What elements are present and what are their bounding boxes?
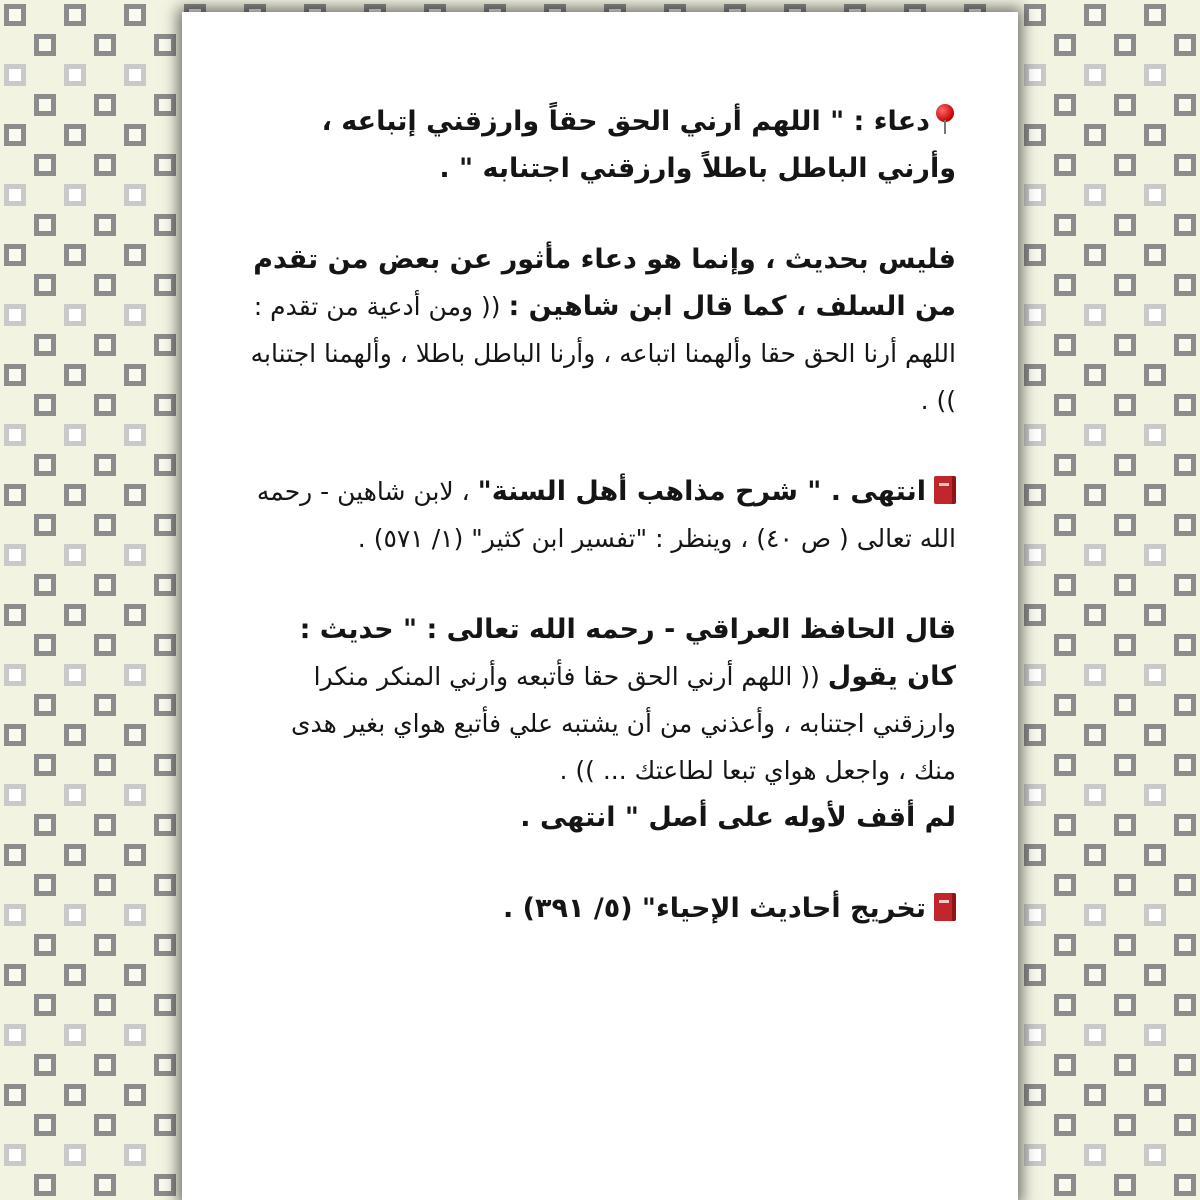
text-card: [182, 12, 1018, 1200]
background-tile: [124, 604, 146, 626]
background-tile: [1144, 1144, 1166, 1166]
background-tile: [94, 394, 116, 416]
background-tile: [124, 4, 146, 26]
background-tile: [124, 64, 146, 86]
explanation-quote-text: (( ومن أدعية من تقدم : اللهم أرنا الحق حقا وألهمنا اتباعه ، وأرنا الباطل باطلا ، وألهمنا اجتنابه )) .: [250, 292, 956, 415]
background-tile: [94, 814, 116, 836]
background-tile: [34, 634, 56, 656]
background-tile: [1114, 874, 1136, 896]
background-tile: [1054, 754, 1076, 776]
background-tile: [1054, 334, 1076, 356]
background-tile: [1084, 64, 1106, 86]
background-tile: [1174, 694, 1196, 716]
background-tile: [64, 484, 86, 506]
background-tile: [124, 784, 146, 806]
background-tile: [1144, 604, 1166, 626]
background-tile: [154, 874, 176, 896]
background-tile: [94, 154, 116, 176]
background-tile: [64, 124, 86, 146]
background-tile: [34, 274, 56, 296]
background-tile: [154, 634, 176, 656]
background-tile: [1114, 934, 1136, 956]
background-tile: [1054, 1174, 1076, 1196]
background-tile: [1024, 604, 1046, 626]
background-tile: [1024, 184, 1046, 206]
iraqi-paragraph: [244, 606, 956, 841]
background-tile: [4, 604, 26, 626]
background-tile: [1144, 544, 1166, 566]
background-tile: [1054, 274, 1076, 296]
source-2-paragraph: [244, 885, 956, 932]
card-content: [244, 98, 956, 976]
background-tile: [4, 664, 26, 686]
background-tile: [1054, 574, 1076, 596]
background-tile: [1024, 724, 1046, 746]
background-tile: [64, 664, 86, 686]
background-tile: [1144, 124, 1166, 146]
background-tile: [1114, 574, 1136, 596]
background-tile: [154, 94, 176, 116]
background-tile: [154, 814, 176, 836]
background-tile: [1144, 1024, 1166, 1046]
background-tile: [1144, 184, 1166, 206]
background-tile: [64, 604, 86, 626]
background-tile: [34, 574, 56, 596]
background-tile: [124, 724, 146, 746]
background-tile: [94, 514, 116, 536]
background-tile: [94, 1054, 116, 1076]
background-tile: [1144, 784, 1166, 806]
background-tile: [4, 544, 26, 566]
background-tile: [4, 304, 26, 326]
background-tile: [4, 184, 26, 206]
background-tile: [1114, 694, 1136, 716]
background-tile: [154, 574, 176, 596]
source-2-title: تخريج أحاديث الإحياء" (٥/ ٣٩١) .: [502, 893, 926, 924]
background-tile: [4, 1144, 26, 1166]
background-tile: [34, 514, 56, 536]
background-tile: [4, 4, 26, 26]
background-tile: [1144, 484, 1166, 506]
background-tile: [1144, 664, 1166, 686]
background-tile: [154, 34, 176, 56]
background-tile: [94, 874, 116, 896]
background-tile: [124, 1024, 146, 1046]
background-tile: [1084, 184, 1106, 206]
background-tile: [1054, 454, 1076, 476]
background-tile: [154, 694, 176, 716]
background-tile: [1084, 244, 1106, 266]
background-tile: [94, 634, 116, 656]
background-tile: [4, 844, 26, 866]
background-tile: [154, 154, 176, 176]
background-tile: [64, 244, 86, 266]
background-tile: [4, 64, 26, 86]
background-tile: [34, 154, 56, 176]
background-tile: [1174, 514, 1196, 536]
background-tile: [1084, 604, 1106, 626]
background-tile: [1084, 1144, 1106, 1166]
background-tile: [1024, 1024, 1046, 1046]
background-tile: [1114, 634, 1136, 656]
background-tile: [4, 904, 26, 926]
source-1-paragraph: [244, 468, 956, 562]
background-tile: [1054, 994, 1076, 1016]
background-tile: [1054, 874, 1076, 896]
background-tile: [64, 4, 86, 26]
background-tile: [1144, 4, 1166, 26]
background-tile: [1114, 754, 1136, 776]
background-tile: [1084, 1084, 1106, 1106]
background-tile: [1024, 1084, 1046, 1106]
background-tile: [1054, 514, 1076, 536]
background-tile: [124, 844, 146, 866]
background-tile: [34, 1114, 56, 1136]
iraqi-conclusion-text: لم أقف لأوله على أصل " انتهى .: [520, 802, 956, 833]
background-tile: [1174, 154, 1196, 176]
background-tile: [1024, 844, 1046, 866]
background-tile: [154, 934, 176, 956]
background-tile: [4, 964, 26, 986]
background-tile: [94, 454, 116, 476]
background-tile: [1114, 394, 1136, 416]
background-tile: [124, 904, 146, 926]
background-tile: [154, 394, 176, 416]
background-tile: [64, 904, 86, 926]
background-tile: [1174, 814, 1196, 836]
background-tile: [64, 424, 86, 446]
background-tile: [1174, 874, 1196, 896]
background-tile: [64, 1144, 86, 1166]
background-tile: [1084, 724, 1106, 746]
background-tile: [1174, 94, 1196, 116]
explanation-paragraph: [244, 236, 956, 424]
background-tile: [1114, 94, 1136, 116]
background-tile: [34, 934, 56, 956]
background-tile: [94, 274, 116, 296]
background-tile: [34, 994, 56, 1016]
background-tile: [1054, 94, 1076, 116]
background-tile: [154, 274, 176, 296]
background-tile: [124, 664, 146, 686]
background-tile: [64, 304, 86, 326]
background-tile: [124, 484, 146, 506]
background-tile: [1114, 454, 1136, 476]
iraqi-quote-text: (( اللهم أرني الحق حقا فأتبعه وأرني المنكر منكرا وارزقني اجتنابه ، وأعذني من أن يشتبه علي فأتبع هواي بغير هدى منك ، واجعل هواي تبعا لطاعتك ... )) .: [290, 662, 956, 785]
background-tile: [4, 244, 26, 266]
background-tile: [34, 1174, 56, 1196]
background-tile: [154, 1174, 176, 1196]
background-tile: [1144, 1084, 1166, 1106]
background-tile: [1024, 244, 1046, 266]
background-tile: [4, 1024, 26, 1046]
background-tile: [64, 184, 86, 206]
background-tile: [1114, 1174, 1136, 1196]
background-tile: [1084, 544, 1106, 566]
background-tile: [154, 334, 176, 356]
background-tile: [154, 994, 176, 1016]
background-tile: [34, 814, 56, 836]
background-tile: [1144, 964, 1166, 986]
background-tile: [1024, 784, 1046, 806]
background-tile: [1024, 124, 1046, 146]
background-tile: [1174, 394, 1196, 416]
background-tile: [154, 514, 176, 536]
background-tile: [1054, 634, 1076, 656]
background-tile: [1054, 814, 1076, 836]
background-tile: [1174, 1174, 1196, 1196]
background-tile: [1054, 154, 1076, 176]
background-tile: [34, 754, 56, 776]
background-tile: [1084, 304, 1106, 326]
background-tile: [1024, 964, 1046, 986]
background-tile: [1084, 664, 1106, 686]
background-tile: [1144, 424, 1166, 446]
background-tile: [1054, 1054, 1076, 1076]
background-tile: [1174, 454, 1196, 476]
background-tile: [1174, 214, 1196, 236]
background-tile: [1054, 214, 1076, 236]
background-tile: [1144, 904, 1166, 926]
background-tile: [1024, 424, 1046, 446]
background-tile: [4, 724, 26, 746]
background-tile: [1084, 784, 1106, 806]
background-tile: [4, 484, 26, 506]
background-tile: [1054, 1114, 1076, 1136]
background-tile: [1174, 934, 1196, 956]
background-tile: [1024, 904, 1046, 926]
background-tile: [94, 754, 116, 776]
background-tile: [94, 34, 116, 56]
background-tile: [1054, 694, 1076, 716]
background-tile: [4, 124, 26, 146]
background-tile: [94, 934, 116, 956]
source-1-reference: ، لابن شاهين - رحمه الله تعالى ( ص ٤٠) ، وينظر : "تفسير ابن كثير" (١/ ٥٧١) .: [256, 477, 956, 553]
background-tile: [1024, 484, 1046, 506]
background-tile: [1054, 394, 1076, 416]
iraqi-intro-text: قال الحافظ العراقي - رحمه الله تعالى : " حديث : كان يقول: [299, 614, 956, 692]
background-tile: [1084, 904, 1106, 926]
background-tile: [34, 1054, 56, 1076]
background-tile: [1084, 844, 1106, 866]
background-tile: [154, 214, 176, 236]
background-tile: [1174, 1114, 1196, 1136]
background-tile: [1114, 34, 1136, 56]
background-tile: [4, 1084, 26, 1106]
background-tile: [34, 394, 56, 416]
background-tile: [1174, 1054, 1196, 1076]
background-tile: [124, 304, 146, 326]
background-tile: [34, 334, 56, 356]
background-tile: [1174, 274, 1196, 296]
background-tile: [94, 214, 116, 236]
dua-text: دعاء : " اللهم أرني الحق حقاً وارزقني إتباعه ، وأرني الباطل باطلاً وارزقني اجتنابه " .: [321, 106, 956, 184]
background-tile: [124, 964, 146, 986]
source-1-title: انتهى . " شرح مذاهب أهل السنة": [477, 476, 926, 507]
background-tile: [1144, 304, 1166, 326]
background-tile: [1114, 1114, 1136, 1136]
background-tile: [34, 874, 56, 896]
background-tile: [34, 214, 56, 236]
background-tile: [1114, 1054, 1136, 1076]
background-tile: [64, 784, 86, 806]
background-tile: [1114, 994, 1136, 1016]
background-tile: [1174, 34, 1196, 56]
background-tile: [64, 844, 86, 866]
dua-paragraph: [244, 98, 956, 192]
background-tile: [1084, 424, 1106, 446]
background-tile: [94, 994, 116, 1016]
background-tile: [1024, 664, 1046, 686]
background-tile: [4, 424, 26, 446]
background-tile: [1114, 514, 1136, 536]
background-tile: [1024, 64, 1046, 86]
background-tile: [124, 124, 146, 146]
background-tile: [1084, 484, 1106, 506]
background-tile: [1084, 1024, 1106, 1046]
book-icon: [934, 893, 956, 921]
background-tile: [64, 544, 86, 566]
pin-icon: [934, 104, 956, 134]
background-tile: [1144, 364, 1166, 386]
background-tile: [34, 454, 56, 476]
background-tile: [94, 574, 116, 596]
background-tile: [64, 1024, 86, 1046]
background-tile: [1054, 934, 1076, 956]
background-tile: [94, 1174, 116, 1196]
background-tile: [64, 1084, 86, 1106]
background-tile: [1024, 1144, 1046, 1166]
background-tile: [34, 94, 56, 116]
background-tile: [1114, 814, 1136, 836]
background-tile: [94, 694, 116, 716]
background-tile: [1084, 364, 1106, 386]
background-tile: [124, 1144, 146, 1166]
background-tile: [154, 754, 176, 776]
background-tile: [1144, 844, 1166, 866]
background-tile: [1084, 124, 1106, 146]
background-tile: [124, 544, 146, 566]
background-tile: [94, 334, 116, 356]
background-tile: [1114, 334, 1136, 356]
background-tile: [1114, 214, 1136, 236]
background-tile: [1024, 4, 1046, 26]
background-tile: [1174, 334, 1196, 356]
background-tile: [124, 424, 146, 446]
background-tile: [4, 364, 26, 386]
background-tile: [94, 1114, 116, 1136]
background-tile: [1084, 964, 1106, 986]
background-tile: [124, 244, 146, 266]
background-tile: [1174, 994, 1196, 1016]
background-tile: [154, 454, 176, 476]
background-tile: [34, 34, 56, 56]
background-tile: [154, 1054, 176, 1076]
background-tile: [94, 94, 116, 116]
background-tile: [1144, 64, 1166, 86]
background-tile: [1174, 754, 1196, 776]
background-tile: [64, 364, 86, 386]
background-tile: [1024, 364, 1046, 386]
background-tile: [154, 1114, 176, 1136]
background-tile: [124, 184, 146, 206]
background-tile: [34, 694, 56, 716]
background-tile: [124, 364, 146, 386]
background-tile: [1144, 724, 1166, 746]
background-tile: [64, 724, 86, 746]
background-tile: [1084, 4, 1106, 26]
background-tile: [1174, 574, 1196, 596]
background-tile: [4, 784, 26, 806]
background-tile: [124, 1084, 146, 1106]
background-tile: [64, 964, 86, 986]
book-icon: [934, 476, 956, 504]
explanation-bold-text: فليس بحديث ، وإنما هو دعاء مأثور عن بعض من تقدم من السلف ، كما قال ابن شاهين :: [253, 244, 956, 322]
background-tile: [1114, 274, 1136, 296]
background-tile: [1024, 544, 1046, 566]
background-tile: [64, 64, 86, 86]
background-tile: [1174, 634, 1196, 656]
background-tile: [1144, 244, 1166, 266]
background-tile: [1054, 34, 1076, 56]
background-tile: [1024, 304, 1046, 326]
background-tile: [1114, 154, 1136, 176]
